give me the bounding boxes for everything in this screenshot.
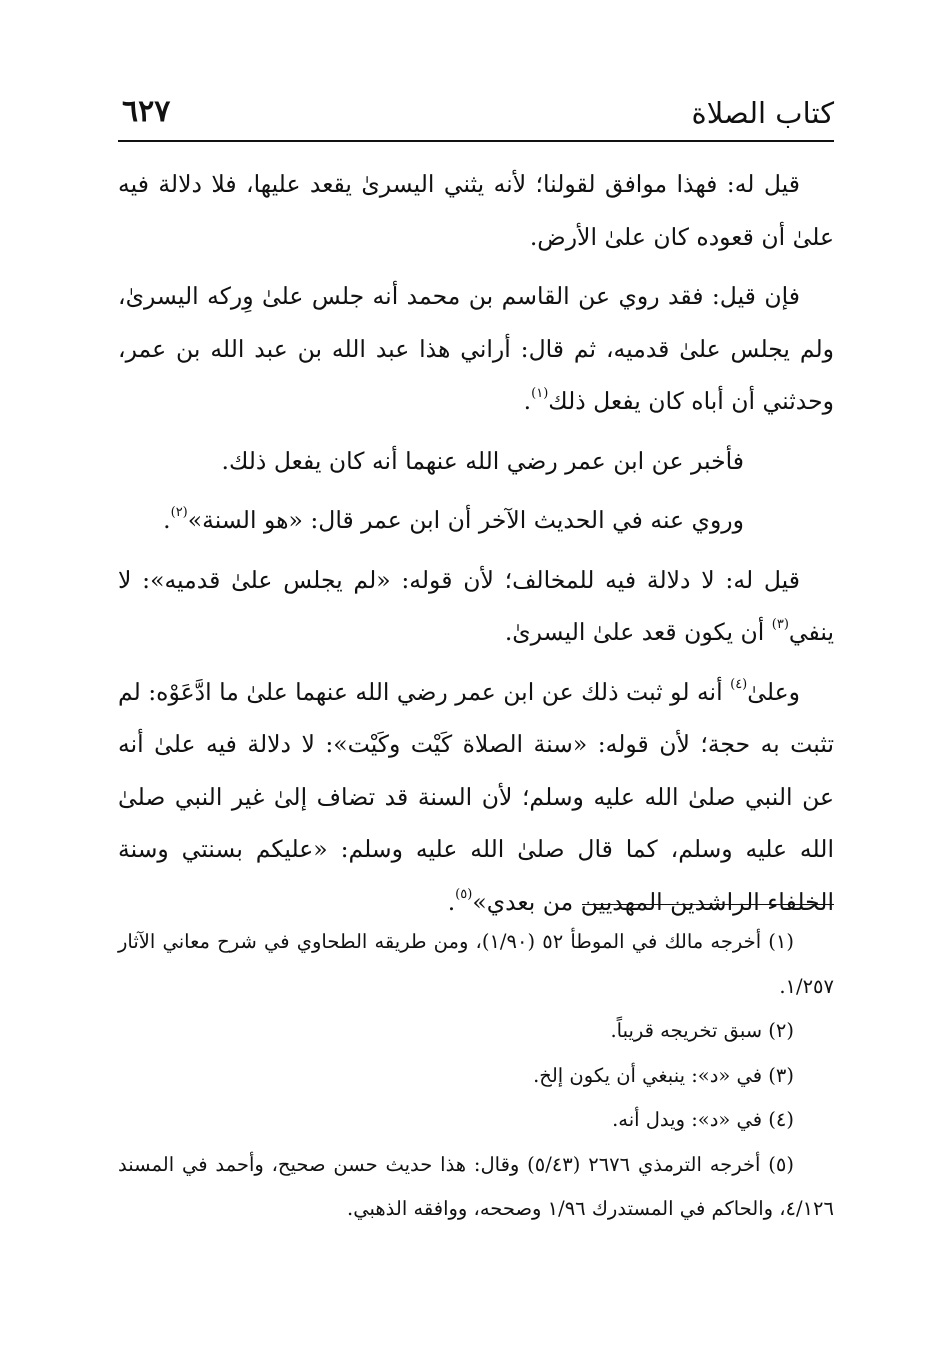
footnote-ref: (٢)	[170, 505, 188, 520]
page-header	[118, 92, 834, 142]
footnote: (٢) سبق تخريجه قريباً.	[610, 1019, 794, 1042]
paragraph-text: فإن قيل: فقد روي عن القاسم بن محمد أنه جلس علىٰ وِركه اليسرىٰ، ولم يجلس علىٰ قدميه، ثم قال: أراني هذا عبد الله بن عبد الله بن عمر، وحدثني أن أباه كان يفعل ذلك	[118, 282, 834, 415]
paragraph	[118, 554, 834, 659]
footnote-ref: (٣)	[771, 617, 789, 632]
footnote: (٥) أخرجه الترمذي ٢٦٧٦ (٥/٤٣) وقال: هذا حديث حسن صحيح، وأحمد في المسند ٤/١٢٦، والحاكم في المستدرك ١/٩٦ وصححه، ووافقه الذهبي.	[118, 1152, 834, 1220]
paragraph-text: فأخبر عن ابن عمر رضي الله عنهما أنه كان يفعل ذلك.	[221, 446, 744, 475]
paragraph-text: وروي عنه في الحديث الآخر أن ابن عمر قال: «هو السنة»	[187, 506, 744, 534]
paragraph-text: قيل له: لا دلالة فيه للمخالف؛ لأن قوله: «لم يجلس علىٰ قدميه»: لا ينفي	[118, 565, 834, 646]
paragraph-text: وعلىٰ	[747, 677, 800, 706]
paragraph-text: قيل له: فهذا موافق لقولنا؛ لأنه يثني اليسرىٰ يقعد عليها، فلا دلالة فيه علىٰ أن قعوده كان علىٰ الأرض.	[118, 170, 834, 251]
running-title: كتاب الصلاة	[691, 96, 834, 130]
footnote-divider	[582, 904, 834, 905]
footnote-ref: (٤)	[730, 676, 748, 692]
footnote-ref: (٥)	[455, 886, 473, 902]
paragraph-text: أن يكون قعد علىٰ اليسرىٰ.	[504, 618, 765, 646]
paragraph: فإن قيل: فقد روي عن القاسم بن محمد أنه جلس علىٰ وِركه اليسرىٰ، ولم يجلس علىٰ قدميه، ثم قال: أراني هذا عبد الله بن عبد الله بن عمر، وحدثني أن أباه كان يفعل ذلك$^{(١)}$.	[118, 282, 834, 415]
paragraph-text: أنه لو ثبت ذلك عن ابن عمر رضي الله عنهما علىٰ ما ادَّعَوْه: لم تثبت به حجة؛ لأن قوله: «سنة الصلاة كَيْت وكَيْت»: لا دلالة فيه علىٰ أنه عن النبي صلىٰ الله عليه وسلم؛ لأن السنة قد تضاف إلىٰ غير النبي صلىٰ الله عليه وسلم، كما قال صلىٰ الله عليه وسلم: «عليكم بسنتي وسنة الخلفاء الراشدين المهديين من بعدي»	[117, 677, 834, 916]
main-text	[118, 158, 834, 935]
paragraph: وروي عنه في الحديث الآخر أن ابن عمر قال: «هو السنة»$^{(٢)}$.	[163, 505, 744, 534]
paragraph	[118, 158, 834, 263]
footnotes	[118, 920, 834, 1232]
footnote-ref: (١)	[531, 386, 549, 401]
footnote: (١) أخرجه مالك في الموطأ ٥٢ (١/٩٠)، ومن طريقه الطحاوي في شرح معاني الآثار ١/٢٥٧.	[118, 930, 834, 998]
paragraph	[118, 435, 834, 488]
footnote: (٤) في «د»: ويدل أنه.	[612, 1108, 794, 1131]
footnote: (٣) في «د»: ينبغي أن يكون إلخ.	[533, 1063, 794, 1087]
paragraph: وعلىٰ$^{(٤)}$ أنه لو ثبت ذلك عن ابن عمر رضي الله عنهما علىٰ ما ادَّعَوْه: لم تثبت به حجة؛ لأن قوله: «سنة الصلاة كَيْت وكَيْت»: لا دلالة فيه علىٰ أنه عن النبي صلىٰ الله عليه وسلم؛ لأن السنة قد تضاف إلىٰ غير النبي صلىٰ الله عليه وسلم، كما قال صلىٰ الله عليه وسلم: «عليكم بسنتي وسنة الخلفاء الراشدين المهديين من بعدي»$^{(٥)}$.	[117, 676, 834, 916]
page-number: ٦٢٧	[122, 94, 171, 129]
